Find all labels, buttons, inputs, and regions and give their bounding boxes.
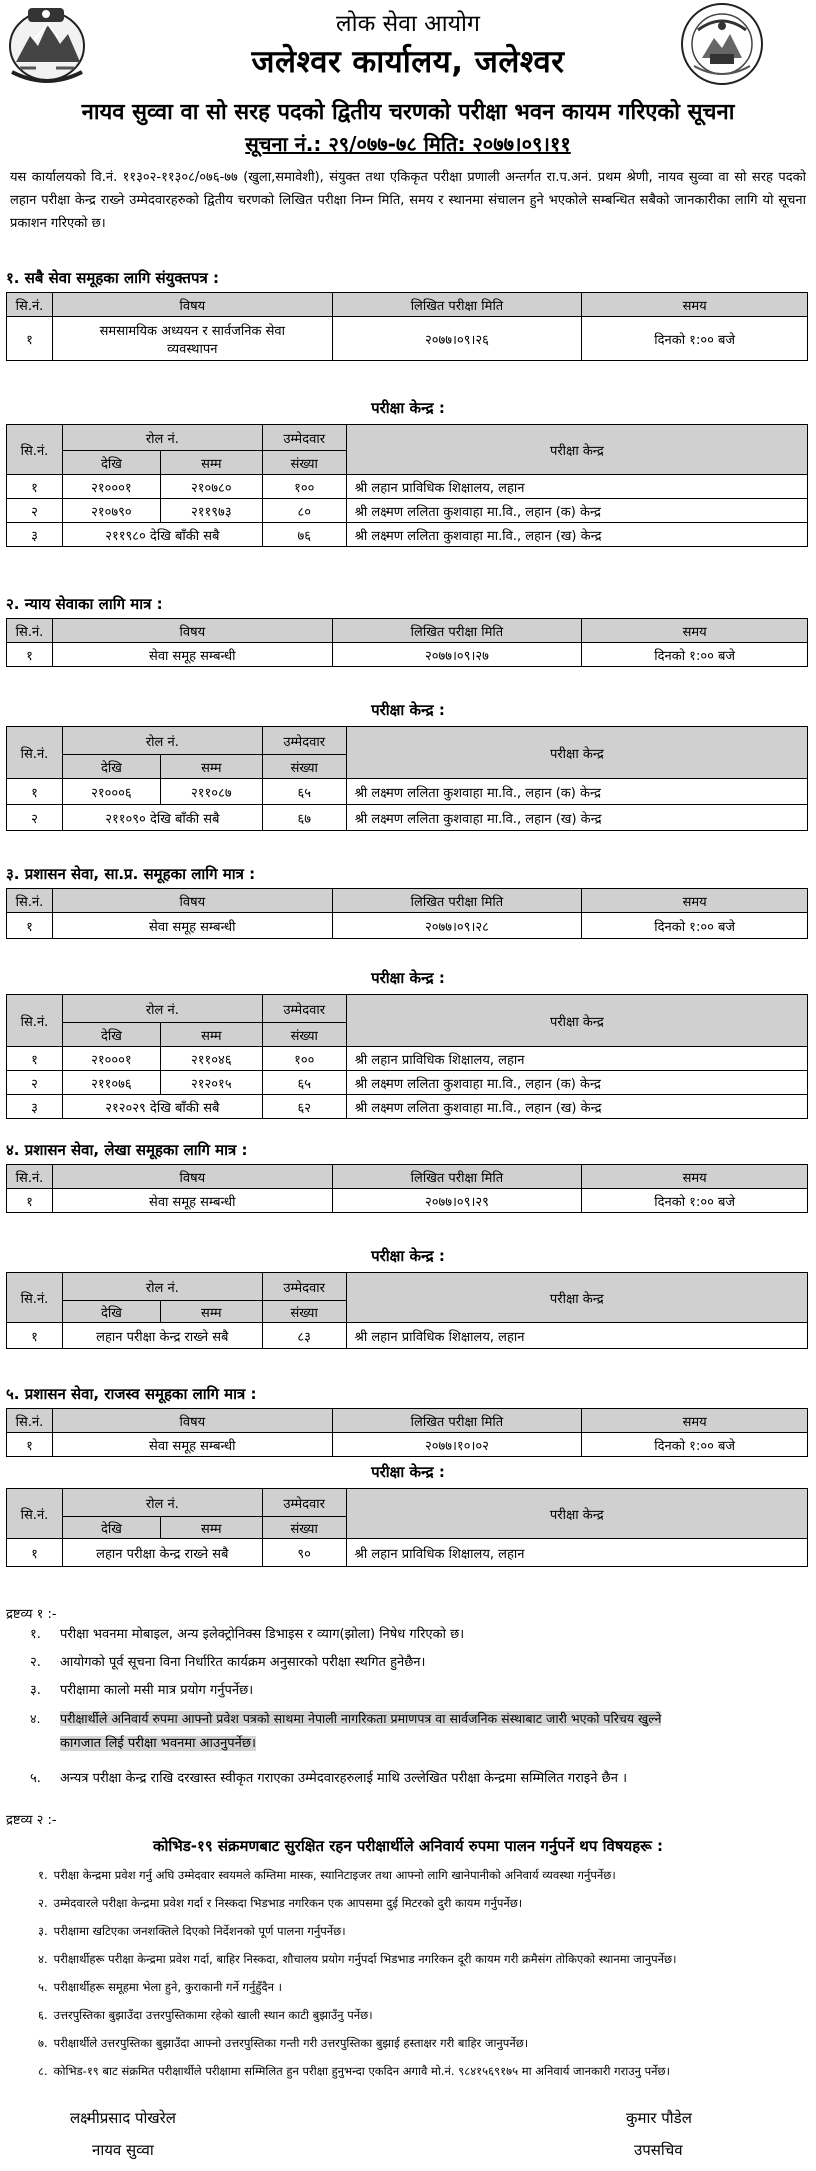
table-row: १ सेवा समूह सम्बन्धी २०७७।०९।२९ दिनको १:०० बजे [7, 1189, 808, 1213]
section-title: २. न्याय सेवाका लागि मात्र : [6, 595, 163, 613]
table-row: १ लहान परीक्षा केन्द्र राख्ने सबै ८३ श्री लहान प्राविधिक शिक्षालय, लहान [7, 1323, 808, 1349]
table-row: १ लहान परीक्षा केन्द्र राख्ने सबै ९० श्री लहान प्राविधिक शिक्षालय, लहान [7, 1539, 808, 1567]
list-item: १. परीक्षा भवनमा मोबाइल, अन्य इलेक्ट्रोनिक्स डिभाइस र व्याग(झोला) निषेध गरिएको छ। [30, 1627, 465, 1642]
signatory-name-left: लक्ष्मीप्रसाद पोखरेल [70, 2109, 176, 2127]
header [0, 0, 816, 90]
section-title: १. सबै सेवा समूहका लागि संयुक्तपत्र : [6, 269, 219, 287]
table-row: ३ २१२०२९ देखि बाँकी सबै ६२ श्री लक्ष्मण ललिता कुशवाहा मा.वि., लहान (ख) केन्द्र [7, 1095, 808, 1119]
table-row: १ २१०००६ २११०८७ ६५ श्री लक्ष्मण ललिता कुशवाहा मा.वि., लहान (क) केन्द्र [7, 779, 808, 805]
exam-center-table: सि.नं. रोल नं. उम्मेदवार परीक्षा केन्द्र देखि सम्म संख्या १ २१०००६ २११०८७ ६५ श्री लक्ष्मण ललिता कुशवाहा मा.वि., लहान (क) केन्द्र २ २११०९० देखि बाँकी सबै ६७ श्री लक्ष्मण ललिता कुशवाहा मा.वि., लहान (ख) केन्द्र [6, 726, 808, 831]
table-row: १ २१०००१ २१०७८० १०० श्री लहान प्राविधिक शिक्षालय, लहान [7, 475, 808, 499]
table-row: १ २१०००१ २११०४६ १०० श्री लहान प्राविधिक शिक्षालय, लहान [7, 1047, 808, 1071]
list-item: ५. परीक्षार्थीहरू समूहमा भेला हुने, कुराकानी गर्ने गर्नुहुँदैन । [38, 1980, 283, 1994]
table-row: १ सेवा समूह सम्बन्धी २०७७।०९।२७ दिनको १:०० बजे [7, 643, 808, 667]
table-row: १ सेवा समूह सम्बन्धी २०७७।०९।२८ दिनको १:०० बजे [7, 913, 808, 939]
signatory-post-left: नायव सुव्वा [92, 2141, 154, 2159]
section-title: ३. प्रशासन सेवा, सा.प्र. समूहका लागि मात्र : [6, 865, 256, 883]
list-item: ४. परीक्षार्थीले अनिवार्य रुपमा आफ्नो प्रवेश पत्रको साथमा नेपाली नागरिकता प्रमाणपत्र वा सार्वजनिक संस्थाबाट जारी भएको परिचय खुल्ने [30, 1711, 662, 1726]
col-exam-date: लिखित परीक्षा मिति [332, 293, 582, 317]
table-row: २ २१०७९० २११९७३ ८० श्री लक्ष्मण ललिता कुशवाहा मा.वि., लहान (क) केन्द्र [7, 499, 808, 523]
list-item: ७. परीक्षार्थीले उत्तरपुस्तिका बुझाउँदा आफ्नो उत्तरपुस्तिका गन्ती गरी उत्तरपुस्तिका बुझाई हस्ताक्षर गरी बाहिर जानुपर्नेछ। [38, 2036, 529, 2050]
signatory-name-right: कुमार पौडेल [626, 2109, 692, 2127]
list-item: २. उम्मेदवारले परीक्षा केन्द्रमा प्रवेश गर्दा र निस्कदा भिडभाड नगरिकन एक आपसमा दुई मिटरको दुरी कायम गर्नुपर्नेछ। [38, 1896, 523, 1910]
list-item-continued: कागजात लिई परीक्षा भवनमा आउनुपर्नेछ। [60, 1736, 256, 1751]
exam-center-table: सि.नं. रोल नं. उम्मेदवार परीक्षा केन्द्र देखि सम्म संख्या १ २१०००१ २११०४६ १०० श्री लहान प्राविधिक शिक्षालय, लहान २ २११०७६ २१२०१५ ६५ श्री लक्ष्मण ललिता कुशवाहा मा.वि., लहान (क) केन्द्र ३ २१२०२९ देखि बाँकी सबै ६२ श्री लक्ष्मण ललिता कुशवाहा मा.वि., लहान (ख) केन्द्र [6, 994, 808, 1119]
list-item: ८. कोभिड-१९ बाट संक्रमित परीक्षार्थीले परीक्षामा सम्मिलित हुन परीक्षा हुनुभन्दा एकदिन अगावै मो.नं. ९८४१५६९१७५ मा अनिवार्य जानकारी गराउनु पर्नेछ। [38, 2064, 670, 2078]
list-item: २. आयोगको पूर्व सूचना विना निर्धारित कार्यक्रम अनुसारको परीक्षा स्थगित हुनेछैन। [30, 1655, 426, 1670]
exam-schedule-table: सि.नं. विषय लिखित परीक्षा मिति समय १ सेवा समूह सम्बन्धी २०७७।०९।२९ दिनको १:०० बजे [6, 1164, 808, 1213]
notes-1-label: द्रष्टव्य १ :- [6, 1607, 57, 1622]
col-subject: विषय [52, 293, 332, 317]
section-title: ५. प्रशासन सेवा, राजस्व समूहका लागि मात्र : [6, 1385, 257, 1403]
col-time: समय [582, 293, 808, 317]
office-name: जलेश्वर कार्यालय, जलेश्वर [251, 44, 565, 80]
list-item: ३. परीक्षामा खटिएका जनशक्तिले दिएको निर्देशनको पूर्ण पालना गर्नुपर्नेछ। [38, 1924, 346, 1938]
list-item: ६. उत्तरपुस्तिका बुझाउँदा उत्तरपुस्तिकामा रहेको खाली स्थान काटी बुझाउँनु पर्नेछ। [38, 2008, 373, 2022]
list-item: ३. परीक्षामा कालो मसी मात्र प्रयोग गर्नुपर्नेछ। [30, 1683, 254, 1698]
section-title: ४. प्रशासन सेवा, लेखा समूहका लागि मात्र : [6, 1141, 248, 1159]
notice-title: नायव सुव्वा वा सो सरह पदको द्वितीय चरणको परीक्षा भवन कायम गरिएको सूचना [81, 100, 735, 125]
list-item: १. परीक्षा केन्द्रमा प्रवेश गर्नु अघि उम्मेदवार स्वयमले कम्तिमा मास्क, स्यानिटाइजर तथा आफ्नो लागि खानेपानीको अनिवार्य व्यवस्था गर्नुपर्नेछ। [38, 1868, 616, 1882]
exam-center-table: सि.नं. रोल नं. उम्मेदवार परीक्षा केन्द्र देखि सम्म संख्या १ २१०००१ २१०७८० १०० श्री लहान प्राविधिक शिक्षालय, लहान २ २१०७९० २११९७३ ८० श्री लक्ष्मण ललिता कुशवाहा मा.वि., लहान (क) केन्द्र ३ २११९८० देखि बाँकी सबै ७६ श्री लक्ष्मण ललिता कुशवाहा मा.वि., लहान (ख) केन्द्र [6, 424, 808, 547]
org-name: लोक सेवा आयोग [336, 11, 480, 37]
exam-center-table: सि.नं. रोल नं. उम्मेदवार परीक्षा केन्द्र देखि सम्म संख्या १ लहान परीक्षा केन्द्र राख्ने सबै ८३ श्री लहान प्राविधिक शिक्षालय, लहान [6, 1272, 808, 1349]
exam-schedule-table: सि.नं. विषय लिखित परीक्षा मिति समय १ सेवा समूह सम्बन्धी २०७७।०९।२८ दिनको १:०० बजे [6, 888, 808, 939]
center-heading: परीक्षा केन्द्र : [371, 969, 445, 987]
list-item: ५. अन्यत्र परीक्षा केन्द्र राखि दरखास्त स्वीकृत गराएका उम्मेदवारहरुलाई माथि उल्लेखित परीक्षा केन्द्रमा सम्मिलित गराइने छैन । [30, 1771, 628, 1786]
exam-schedule-table [6, 292, 808, 361]
intro-paragraph: यस कार्यालयको वि.नं. ११३०२-११३०८/०७६-७७ (खुला,समावेशी), संयुक्त तथा एकिकृत परीक्षा प्रणाली अन्तर्गत रा.प.अनं. प्रथम श्रेणी, नायव सुव्वा वा सो सरह पदको लहान परीक्षा केन्द्र राख्ने उम्मेदवारहरुको द्वितीय चरणको लिखित परीक्षा निम्न मिति, समय र स्थानमा संचालन हुने भएकोले सम्बन्धित सबैको जानकारीका लागि यो सूचना प्रकाशन गरिएको छ। [10, 170, 806, 231]
exam-schedule-table: सि.नं. विषय लिखित परीक्षा मिति समय १ सेवा समूह सम्बन्धी २०७७।१०।०२ दिनको १:०० बजे [6, 1408, 808, 1457]
center-heading: परीक्षा केन्द्र : [371, 701, 445, 719]
table-row: १ सेवा समूह सम्बन्धी २०७७।१०।०२ दिनको १:०० बजे [7, 1433, 808, 1457]
list-item: ४. परीक्षार्थीहरू परीक्षा केन्द्रमा प्रवेश गर्दा, बाहिर निस्कदा, शौचालय प्रयोग गर्नुपर्दा भिडभाड नगरिकन दूरी कायम गरी क्रमैसंग तोकिएको स्थानमा जानुपर्नेछ। [38, 1952, 677, 1966]
table-row: २ २११०९० देखि बाँकी सबै ६७ श्री लक्ष्मण ललिता कुशवाहा मा.वि., लहान (ख) केन्द्र [7, 805, 808, 831]
psc-logo-icon [680, 2, 764, 86]
center-heading: परीक्षा केन्द्र : [371, 1463, 445, 1481]
table-row: ३ २११९८० देखि बाँकी सबै ७६ श्री लक्ष्मण ललिता कुशवाहा मा.वि., लहान (ख) केन्द्र [7, 523, 808, 547]
table-row: २ २११०७६ २१२०१५ ६५ श्री लक्ष्मण ललिता कुशवाहा मा.वि., लहान (क) केन्द्र [7, 1071, 808, 1095]
exam-center-table: सि.नं. रोल नं. उम्मेदवार परीक्षा केन्द्र देखि सम्म संख्या १ लहान परीक्षा केन्द्र राख्ने सबै ९० श्री लहान प्राविधिक शिक्षालय, लहान [6, 1488, 808, 1567]
col-sn: सि.नं. [7, 293, 53, 317]
covid-guidelines-title: कोभिड-१९ संक्रमणबाट सुरक्षित रहन परीक्षार्थीले अनिवार्य रुपमा पालन गर्नुपर्ने थप विषयहरू : [152, 1837, 664, 1855]
notice-reference: सूचना नं.: २९/०७७-७८ मिति: २०७७।०९।११ [245, 132, 571, 156]
table-row: १ समसामयिक अध्ययन र सार्वजनिक सेवा व्यवस्थापन २०७७।०९।२६ दिनको १:०० बजे [7, 317, 808, 361]
center-heading: परीक्षा केन्द्र : [371, 1247, 445, 1265]
notes-2-label: द्रष्टव्य २ :- [6, 1813, 57, 1828]
exam-schedule-table: सि.नं. विषय लिखित परीक्षा मिति समय १ सेवा समूह सम्बन्धी २०७७।०९।२७ दिनको १:०० बजे [6, 618, 808, 667]
center-heading: परीक्षा केन्द्र : [371, 399, 445, 417]
signatory-post-right: उपसचिव [634, 2141, 683, 2159]
